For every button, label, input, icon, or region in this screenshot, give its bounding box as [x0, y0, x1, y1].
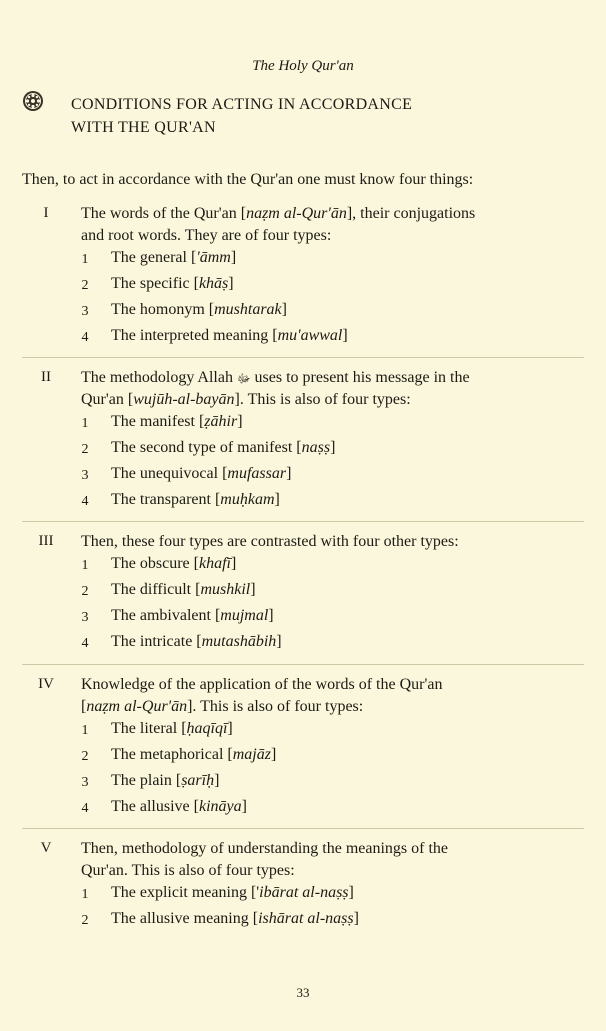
item-number: 1 [81, 558, 89, 573]
item-number: 1 [81, 416, 89, 431]
item-text [111, 555, 236, 573]
transliteration: naẓm al-Qur'ān [246, 205, 347, 222]
item-text [111, 798, 247, 816]
list-item [0, 746, 606, 772]
section-text [81, 531, 519, 553]
item-number: 4 [81, 636, 89, 651]
text-run: ]. This is also of four types: [187, 698, 364, 715]
transliteration: mushtarak [214, 301, 282, 318]
list-item [0, 491, 606, 517]
list-item [0, 275, 606, 301]
rosette-ornament-icon [22, 90, 44, 112]
item-text [111, 910, 359, 928]
transliteration: khafī [198, 555, 231, 572]
text-run: The plain [ [111, 772, 182, 789]
item-text [111, 327, 348, 345]
text-run: ] [281, 301, 287, 318]
text-run: ], their conjugations [346, 205, 476, 222]
list-item [0, 633, 606, 659]
item-number: 1 [81, 887, 89, 902]
page-number: 33 [296, 985, 310, 1000]
text-run: The unequivocal [ [111, 465, 228, 482]
transliteration: wujūh-al-bayān [133, 391, 235, 409]
list-item [0, 301, 606, 327]
transliteration: kināya [198, 798, 242, 815]
text-run: ]. This is also of four types: [234, 391, 411, 409]
transliteration: muḥkam [220, 491, 275, 508]
section-line [81, 674, 519, 696]
text-run: The difficult [ [111, 581, 201, 598]
text-run: ] [276, 633, 282, 650]
roman-numeral: III [38, 533, 54, 549]
text-run: ] [353, 910, 359, 927]
transliteration: ḥaqīqī [186, 720, 228, 737]
list-item [0, 607, 606, 633]
item-text [111, 746, 276, 764]
list-item [0, 439, 606, 465]
list-item [0, 581, 606, 607]
text-run: ] [230, 555, 237, 572]
section-line [81, 531, 519, 553]
intro-paragraph: Then, to act in accordance with the Qur'an one must know four things: [22, 171, 474, 188]
text-run: The allusive meaning [ [111, 910, 259, 927]
item-number: 3 [81, 610, 89, 625]
item-number: 3 [81, 775, 89, 790]
item-number: 4 [81, 494, 89, 509]
text-run: ] [270, 746, 277, 763]
text-run: The general [ [111, 249, 197, 266]
section-divider [22, 521, 584, 522]
text-run: Qur'an. This is also of four types: [81, 862, 295, 879]
text-run: ] [228, 275, 234, 292]
item-text [111, 581, 256, 599]
transliteration: 'āmm [196, 249, 231, 266]
item-text [111, 439, 335, 457]
text-run: ] [330, 439, 336, 456]
item-number: 3 [81, 304, 89, 319]
item-number: 4 [81, 801, 89, 816]
text-run: ] [241, 798, 247, 815]
text-run: The words of the Qur'an [ [81, 205, 247, 222]
section-line [81, 838, 519, 860]
text-run: The literal [ [111, 720, 187, 737]
transliteration: ishārat al-naṣṣ [258, 910, 354, 927]
list-item [0, 327, 606, 353]
transliteration: mujmal [220, 607, 269, 624]
text-run: The obscure [ [111, 555, 199, 572]
section-heading [71, 93, 571, 139]
transliteration: mushkil [200, 581, 251, 598]
item-text [111, 772, 219, 790]
item-text [111, 465, 291, 483]
text-run: The explicit meaning [' [111, 884, 260, 901]
text-run: ] [237, 413, 243, 430]
item-text [111, 491, 280, 509]
roman-numeral: I [43, 205, 49, 221]
item-number: 2 [81, 584, 89, 599]
list-item [0, 720, 606, 746]
list-item [0, 798, 606, 824]
section-line [81, 367, 519, 389]
section-line [81, 225, 519, 247]
list-item [0, 884, 606, 910]
item-text [111, 413, 243, 431]
item-number: 2 [81, 749, 89, 764]
section-line [81, 389, 519, 411]
item-text [111, 720, 233, 738]
honorific-glyph: ﷻ [236, 371, 251, 386]
text-run: ] [214, 772, 220, 789]
item-number: 3 [81, 468, 89, 483]
text-run: Qur'an [ [81, 391, 134, 409]
roman-numeral: V [40, 840, 52, 856]
running-head: The Holy Qur'an [252, 58, 354, 74]
text-run: The homonym [ [111, 301, 215, 318]
list-item [0, 772, 606, 798]
text-run: ] [348, 884, 354, 901]
list-item [0, 465, 606, 491]
text-run: uses to present his message in the [250, 369, 470, 386]
section-divider [22, 664, 584, 665]
item-text [111, 249, 236, 267]
transliteration: mu'awwal [277, 327, 343, 344]
section-line [81, 696, 519, 718]
list-item [0, 555, 606, 581]
text-run: ] [342, 327, 348, 344]
item-text [111, 275, 234, 293]
section-line [81, 203, 519, 225]
item-number: 1 [81, 723, 89, 738]
transliteration: naẓm al-Qur'ān [86, 698, 188, 715]
item-number: 2 [81, 278, 89, 293]
heading-line-1: CONDITIONS FOR ACTING IN ACCORDANCE [71, 96, 413, 113]
text-run: The metaphorical [ [111, 746, 233, 763]
list-item [0, 910, 606, 936]
text-run: ] [250, 581, 256, 598]
list-item [0, 249, 606, 275]
transliteration: mutashābih [201, 633, 277, 650]
text-run: The allusive [ [111, 798, 199, 815]
item-text [111, 607, 274, 625]
section-text [81, 838, 519, 882]
section-line [81, 860, 519, 882]
item-number: 4 [81, 330, 89, 345]
transliteration: khāṣ [198, 275, 229, 292]
transliteration: mufassar [227, 465, 287, 482]
text-run: The ambivalent [ [111, 607, 221, 624]
text-run: ] [230, 249, 237, 266]
text-run: ] [286, 465, 292, 482]
text-run: Knowledge of the application of the words of the Qur'an [81, 676, 443, 693]
text-run: and root words. They are of four types: [81, 227, 332, 244]
item-text [111, 301, 287, 319]
section-text [81, 203, 519, 247]
item-number: 2 [81, 442, 89, 457]
roman-numeral: II [41, 369, 51, 385]
item-number: 1 [81, 252, 89, 267]
item-text [111, 633, 282, 651]
section-text [81, 367, 519, 411]
text-run: ] [227, 720, 233, 737]
text-run: The methodology Allah [81, 369, 237, 386]
text-run: The specific [ [111, 275, 199, 292]
roman-numeral: IV [38, 676, 54, 692]
text-run: The intricate [ [111, 633, 202, 650]
list-item [0, 413, 606, 439]
item-text [111, 884, 354, 902]
transliteration: majāz [232, 746, 271, 763]
transliteration: ibārat al-naṣṣ [259, 884, 349, 901]
text-run: The second type of manifest [ [111, 439, 302, 456]
section-divider [22, 357, 584, 358]
transliteration: ẓāhir [204, 413, 238, 430]
text-run: The transparent [ [111, 491, 221, 508]
text-run: ] [268, 607, 274, 624]
transliteration: ṣarīḥ [181, 772, 215, 789]
section-text [81, 674, 519, 718]
text-run: [ [81, 698, 87, 715]
text-run: The interpreted meaning [ [111, 327, 278, 344]
item-number: 2 [81, 913, 89, 928]
text-run: Then, these four types are contrasted with four other types: [81, 533, 459, 550]
transliteration: naṣṣ [301, 439, 331, 456]
text-run: The manifest [ [111, 413, 205, 430]
heading-line-2: WITH THE QUR'AN [71, 119, 216, 136]
text-run: Then, methodology of understanding the meanings of the [81, 840, 449, 857]
text-run: ] [274, 491, 280, 508]
section-divider [22, 828, 584, 829]
